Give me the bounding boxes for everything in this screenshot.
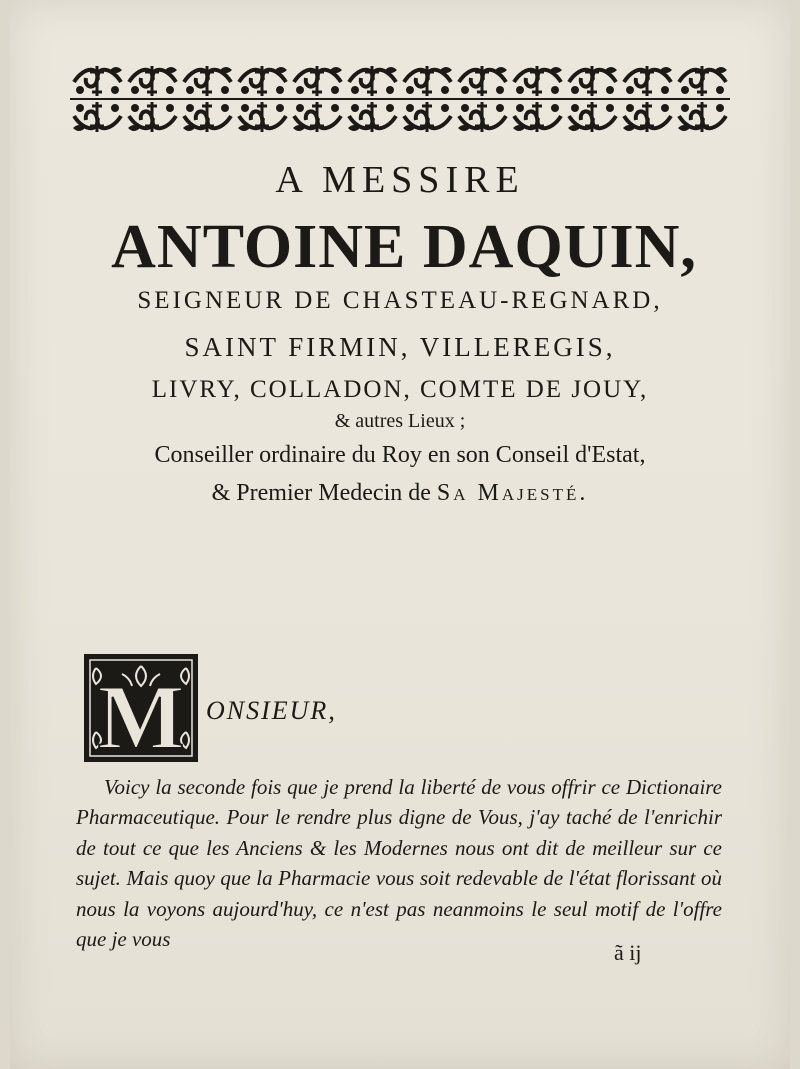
dedication-line-6: & autres Lieux ; <box>334 410 466 432</box>
dedication-body <box>76 772 722 954</box>
dedication-line-8 <box>0 480 800 507</box>
dedication-line-8-prefix: & Premier Medecin de <box>211 480 437 506</box>
body-paragraph: Voicy la seconde fois que je prend la liberté de vous offrir ce Dictionaire Pharmaceutique. Pour le rendre plus digne de Vous, j'ay taché de l'enrichir de tout ce que les Anciens & les Modernes nous ont dit de meilleur sur ce sujet. Mais quoy que la Pharmacie vous soit redevable de l'état florissant où nous la voyons aujourd'huy, ce n'est pas neanmoins le seul motif de l'offre que je vous <box>76 775 722 952</box>
dedication-line-5: LIVRY, COLLADON, COMTE DE JOUY, <box>151 376 649 403</box>
salutation: ONSIEUR, <box>206 696 337 725</box>
decorated-initial-m <box>82 652 200 764</box>
majesty-title: Sa Majesté. <box>436 480 589 506</box>
dedication-line-4: SAINT FIRMIN, VILLEREGIS, <box>184 332 616 362</box>
dedication-line-3: SEIGNEUR DE CHASTEAU-REGNARD, <box>137 287 663 314</box>
dedication-line-7: Conseiller ordinaire du Roy en son Conseil d'Estat, <box>154 442 646 468</box>
dedication-line-1: A MESSIRE <box>275 159 525 201</box>
ornamental-headpiece <box>70 62 730 136</box>
svg-text:M: M <box>97 666 185 764</box>
dedicatee-name: ANTOINE DAQUIN, <box>111 213 697 281</box>
page-signature: ã ij <box>614 940 642 965</box>
